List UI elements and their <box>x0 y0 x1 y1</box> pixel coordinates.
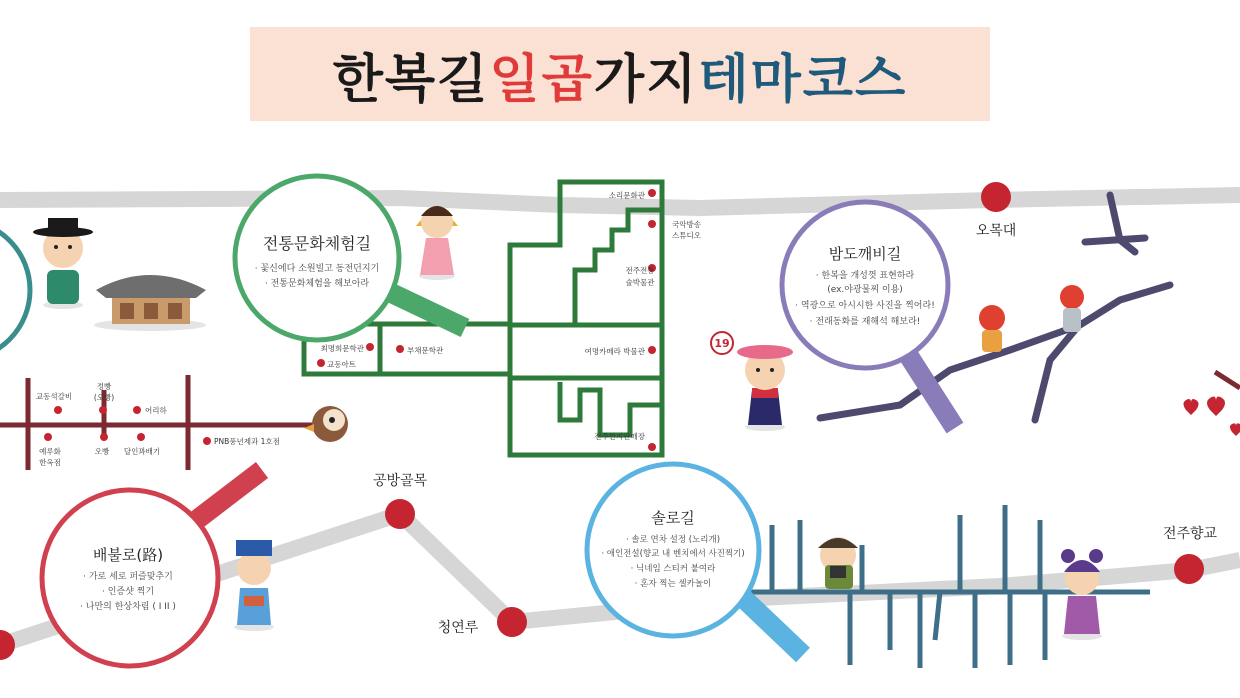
title-part-2: 일곱 <box>489 49 594 110</box>
place-label-pnb: PNB풍년제과 1호점 <box>214 437 280 446</box>
place-label-jeongbang: 정빵 <box>96 382 112 391</box>
red-hat-girl-character <box>737 345 793 431</box>
baebul-course-item: · 가로 세로 퍼즐맞추기 <box>83 572 173 582</box>
traditional-course-item: · 전통문화체험을 해보아라 <box>264 279 370 289</box>
traditional-course-item: · 꽃신에다 소원빌고 동전던지기 <box>254 264 380 274</box>
place-label-sul: 술박물관 <box>625 278 655 287</box>
hanok-building <box>94 275 206 331</box>
night-course-item: · 한복을 개성껏 표현하라 <box>815 271 915 281</box>
place-label-obang: 오빵 <box>94 447 110 456</box>
place-label-gongbang: 공방골목 <box>372 473 428 489</box>
place-label-gugak: 국악방송 <box>672 220 701 229</box>
place-label-yerumhwa: 예루화 <box>39 447 61 456</box>
night-course-item: · 역광으로 아시시한 사진을 찍어라! <box>795 301 935 311</box>
solo-course-item: · 솔로 연차 설정 (노리개) <box>625 535 721 545</box>
place-label-eoriha: 어리하 <box>145 406 167 415</box>
magnifier-night <box>782 202 955 428</box>
official-character <box>234 540 274 631</box>
place-label-sul: 전주전통 <box>625 266 655 275</box>
place-label-gyodong-art: 교동아트 <box>327 360 356 369</box>
place-label-hanji: 전주한지판매장 <box>594 432 645 441</box>
night-course-item: · 전래동화를 재해석 해보라! <box>809 317 921 327</box>
night-course-title: 밤도깨비길 <box>828 245 902 263</box>
place-label-dalin: 달인꽈배기 <box>123 447 161 456</box>
place-label-hyanggyo: 전주향교 <box>1162 526 1218 542</box>
place-label-jeongbang: (오빵) <box>93 393 115 402</box>
baebul-course-title: 배불로(路) <box>92 546 164 564</box>
number-badge <box>711 332 733 354</box>
photographer-character <box>818 537 858 589</box>
baebul-course-item: · 인증샷 찍기 <box>101 587 155 597</box>
place-label-gugak: 스튜디오 <box>672 231 701 240</box>
solo-course-item: · 애인전설(향교 내 벤치에서 사진찍기) <box>601 549 745 559</box>
place-label-buchae: 부채문학관 <box>407 346 444 355</box>
fan-girl-character <box>416 206 458 280</box>
place-label-choi: 최명희문학관 <box>320 344 364 353</box>
baebul-course-item: · 나만의 한상차림 ( I II ) <box>80 602 176 612</box>
solo-course-item: · 혼자 찍는 셀카놀이 <box>634 579 712 589</box>
place-label-galbi: 교동석갈비 <box>35 392 73 401</box>
title-part-3: 가지 <box>593 49 699 110</box>
heart-decorations <box>1184 372 1240 436</box>
badge-number: 19 <box>714 337 730 350</box>
scholar-character <box>33 218 93 309</box>
title-part-1: 한복길 <box>332 49 490 110</box>
night-course-item: (ex.야광물찌 이용) <box>827 285 903 295</box>
title-part-4: 테마코스 <box>698 49 908 110</box>
solo-course-title: 솔로길 <box>651 509 695 527</box>
place-label-camera: 여명카메라 박물관 <box>584 347 645 356</box>
traditional-course-title: 전통문화체험길 <box>262 234 372 253</box>
left-partial-circle <box>0 220 30 360</box>
place-label-omokdae: 오목대 <box>975 223 1017 239</box>
solo-course-item: · 닉네임 스티커 붙여라 <box>630 564 716 574</box>
place-label-yerumhwa: 한옥점 <box>39 458 61 467</box>
place-label-cheongyeon: 청연루 <box>437 620 479 636</box>
place-label-sori: 소리문화관 <box>608 191 645 200</box>
title-banner <box>250 27 990 121</box>
